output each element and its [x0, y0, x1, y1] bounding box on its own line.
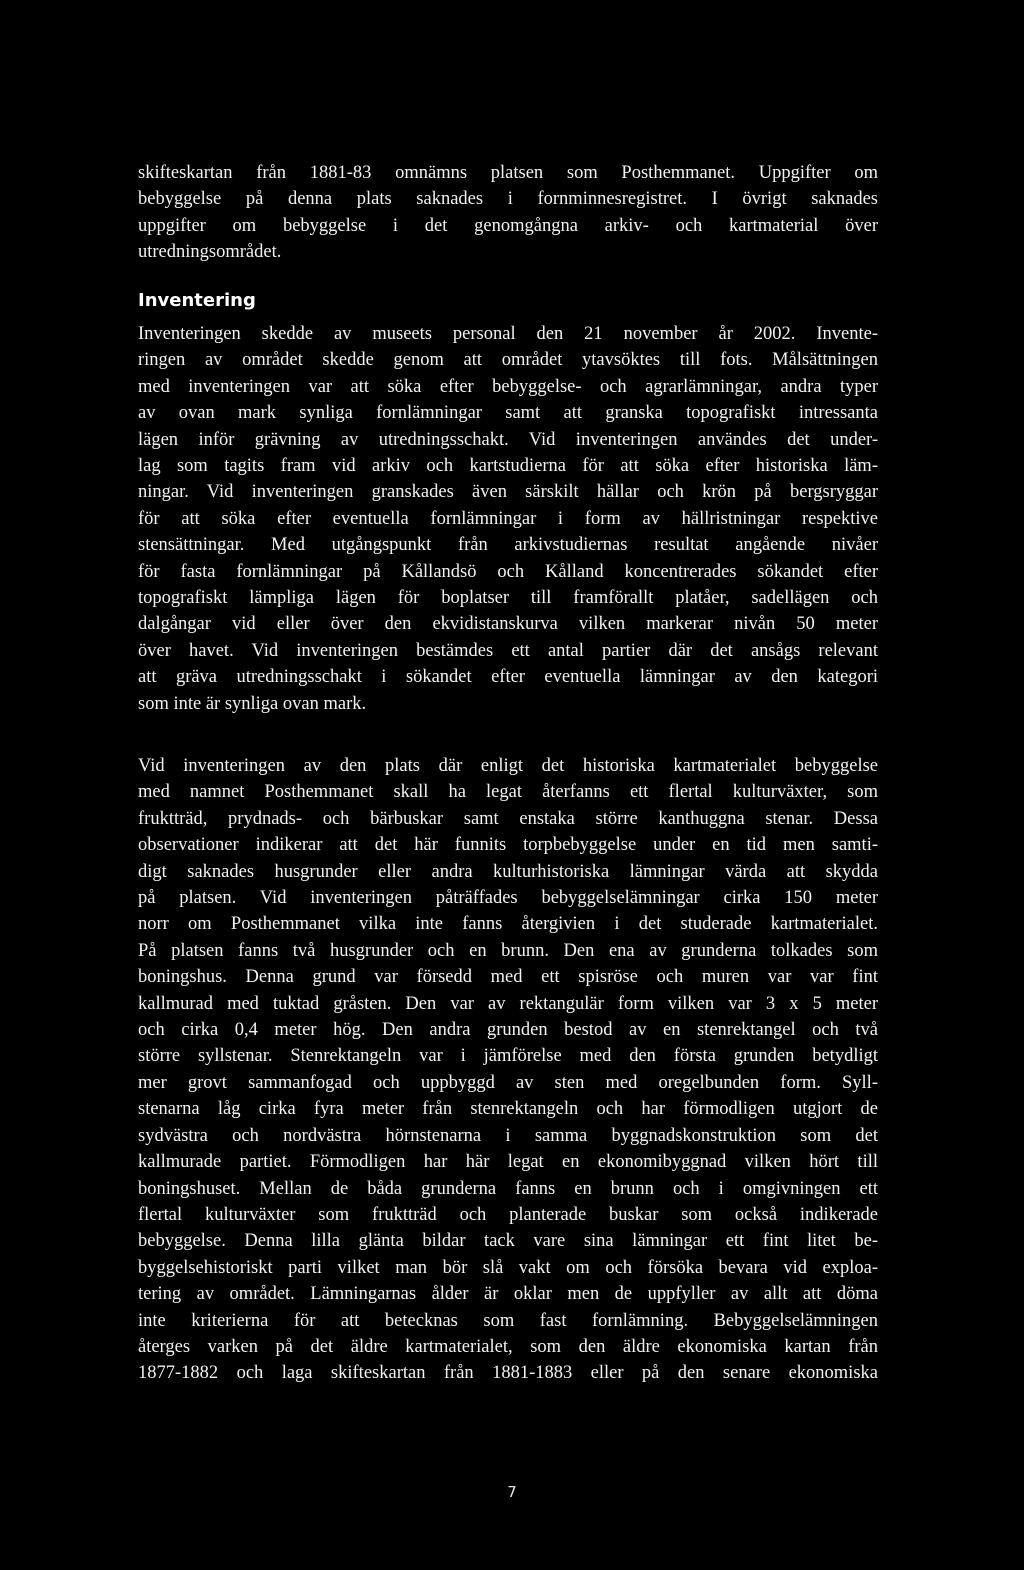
paragraph-line: av ovan mark synliga fornlämningar samt att granska topografiskt intressanta — [138, 403, 878, 424]
paragraph-line: stenarna låg cirka fyra meter från stenrektangeln och har förmodligen utgjort de — [138, 1099, 878, 1120]
paragraph-line: sydvästra och nordvästra hörnstenarna i samma byggnadskonstruktion som det — [138, 1125, 878, 1146]
paragraph-line: dalgångar vid eller över den ekvidistanskurva vilken markerar nivån 50 meter — [138, 614, 878, 635]
paragraph-line: att gräva utredningsschakt i sökandet efter eventuella lämningar av den kategori — [138, 667, 878, 688]
paragraph-line: inte kriterierna för att betecknas som fast fornlämning. Bebyggelselämningen — [138, 1310, 878, 1331]
paragraph-line: med namnet Posthemmanet skall ha legat återfanns ett flertal kulturväxter, som — [138, 782, 878, 803]
paragraph-line: uppgifter om bebyggelse i det genomgångna arkiv- och kartmaterial över — [138, 215, 878, 236]
section-heading: Inventering — [138, 290, 256, 311]
paragraph-line: topografiskt lämpliga lägen för boplatser till framförallt platåer, sadellägen och — [138, 588, 878, 609]
paragraph-line: återges varken på det äldre kartmaterialet, som den äldre ekonomiska kartan från — [138, 1336, 878, 1357]
intro-paragraph — [138, 160, 878, 266]
paragraph-line: över havet. Vid inventeringen bestämdes ett antal partier där det ansågs relevant — [138, 640, 878, 661]
paragraph-line: kallmurad med tuktad gråsten. Den var av rektangulär form vilken var 3 x 5 meter — [138, 993, 878, 1014]
paragraph-line: byggelsehistoriskt parti vilket man bör slå vakt om och försöka bevara vid exploa- — [138, 1257, 878, 1278]
paragraph-line: 1877-1882 och laga skifteskartan från 1881-1883 eller på den senare ekonomiska — [138, 1363, 878, 1384]
paragraph-line: ningar. Vid inventeringen granskades även särskilt hällar och krön på bergsryggar — [138, 482, 878, 503]
paragraph-line: Vid inventeringen av den plats där enligt det historiska kartmaterialet bebyggelse — [138, 756, 878, 776]
paragraph-line: mer grovt sammanfogad och uppbyggd av sten med oregelbunden form. Syll- — [138, 1072, 878, 1093]
page-number: 7 — [507, 1483, 517, 1501]
paragraph-line: tering av området. Lämningarnas ålder är oklar men de uppfyller av allt att döma — [138, 1284, 878, 1305]
paragraph-line: fruktträd, prydnads- och bärbuskar samt enstaka större kanthuggna stenar. Dessa — [138, 808, 878, 829]
paragraph-line: kallmurade partiet. Förmodligen har här legat en ekonomibyggnad vilken hört till — [138, 1152, 878, 1173]
inventering-paragraph — [138, 321, 878, 717]
paragraph-line: som inte är synliga ovan mark. — [138, 693, 367, 714]
paragraph-line: Inventeringen skedde av museets personal den 21 november år 2002. Invente- — [138, 324, 878, 344]
paragraph-line: och cirka 0,4 meter hög. Den andra grunden bestod av en stenrektangel och två — [138, 1020, 878, 1041]
paragraph-line: med inventeringen var att söka efter bebyggelse- och agrarlämningar, andra typer — [138, 376, 878, 397]
paragraph-line: lägen inför grävning av utredningsschakt. Vid inventeringen användes det under- — [138, 429, 878, 450]
paragraph-line: utredningsområdet. — [138, 242, 282, 263]
paragraph-line: boningshuset. Mellan de båda grunderna fanns en brunn och i omgivningen ett — [138, 1178, 878, 1199]
paragraph-line: för fasta fornlämningar på Kållandsö och Kålland koncentrerades sökandet efter — [138, 561, 878, 582]
paragraph-line: bebyggelse. Denna lilla glänta bildar tack vare sina lämningar ett fint litet be- — [138, 1231, 878, 1252]
paragraph-line: större syllstenar. Stenrektangeln var i jämförelse med den första grunden betydligt — [138, 1046, 878, 1067]
posthemmanet-paragraph — [138, 753, 878, 1387]
paragraph-line: stensättningar. Med utgångspunkt från arkivstudiernas resultat angående nivåer — [138, 535, 878, 556]
paragraph-line: för att söka efter eventuella fornlämningar i form av hällristningar respektive — [138, 508, 878, 529]
paragraph-line: på platsen. Vid inventeringen påträffades bebyggelselämningar cirka 150 meter — [138, 888, 878, 909]
paragraph-line: ringen av området skedde genom att området ytavsöktes till fots. Målsättningen — [138, 350, 878, 371]
paragraph-line: På platsen fanns två husgrunder och en brunn. Den ena av grunderna tolkades som — [138, 940, 878, 961]
paragraph-line: bebyggelse på denna plats saknades i fornminnesregistret. I övrigt saknades — [138, 189, 878, 210]
paragraph-line: flertal kulturväxter som fruktträd och planterade buskar som också indikerade — [138, 1204, 878, 1225]
paragraph-line: digt saknades husgrunder eller andra kulturhistoriska lämningar värda att skydda — [138, 861, 878, 882]
paragraph-line: lag som tagits fram vid arkiv och kartstudierna för att söka efter historiska läm- — [138, 456, 878, 477]
paragraph-line: observationer indikerar att det här funnits torpbebyggelse under en tid men samti- — [138, 835, 878, 856]
paragraph-line: boningshus. Denna grund var försedd med ett spisröse och muren var var fint — [138, 967, 878, 988]
paragraph-line: skifteskartan från 1881-83 omnämns platsen som Posthemmanet. Uppgifter om — [138, 163, 878, 183]
paragraph-line: norr om Posthemmanet vilka inte fanns återgivien i det studerade kartmaterialet. — [138, 914, 878, 935]
